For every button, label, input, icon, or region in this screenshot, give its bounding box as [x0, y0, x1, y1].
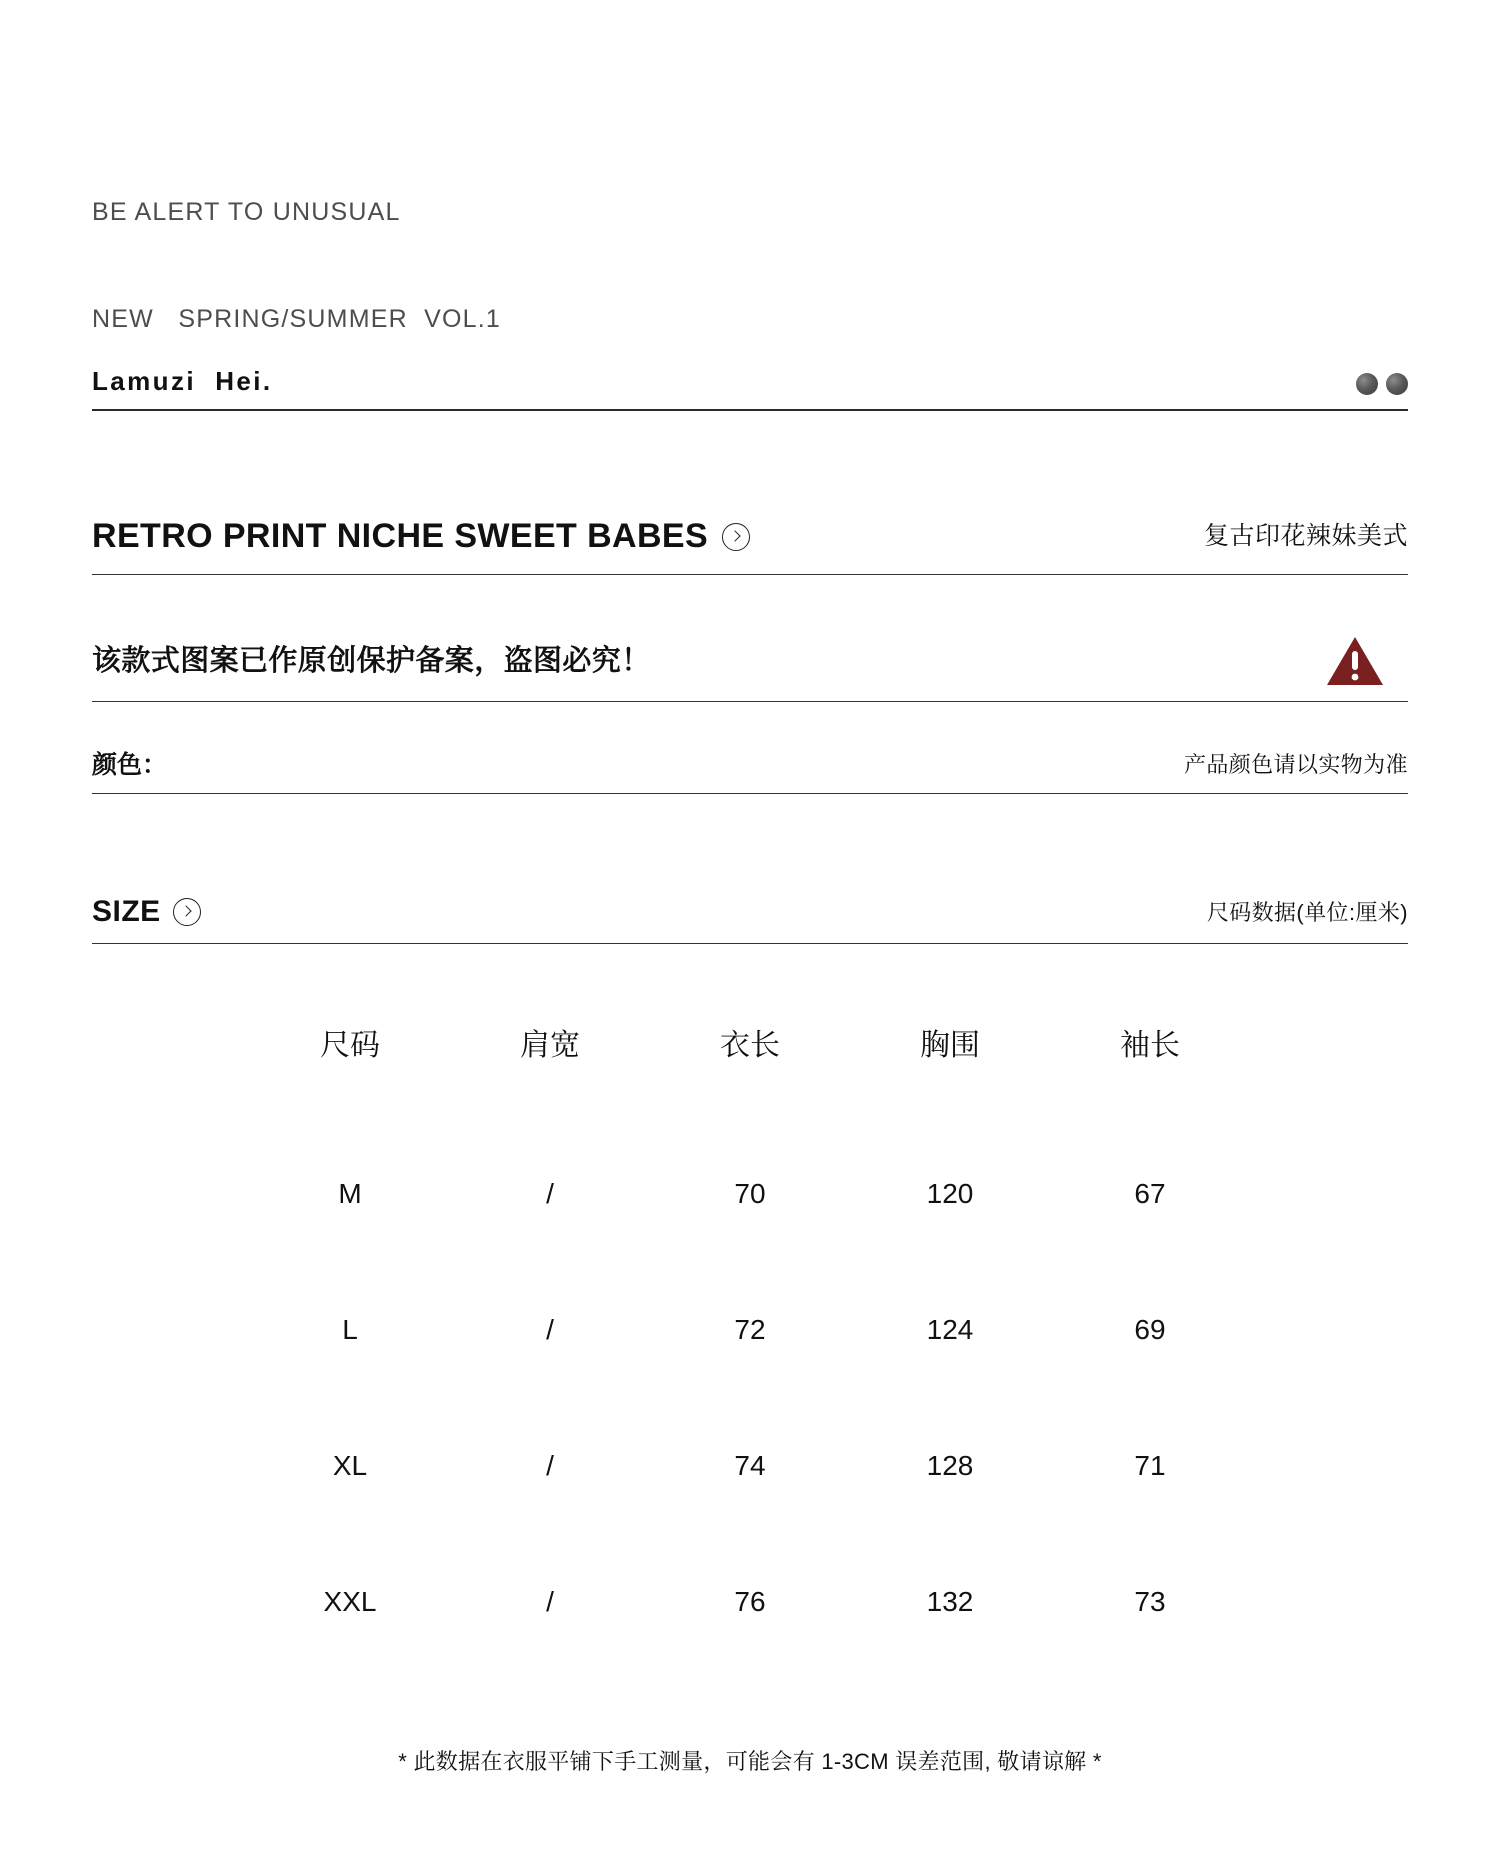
tagline-line-1: BE ALERT TO UNUSUAL — [92, 198, 401, 226]
copyright-notice-row — [92, 610, 1408, 702]
table-cell: 124 — [926, 1314, 974, 1345]
product-title-cn: 复古印花辣妹美式 — [1203, 522, 1408, 550]
table-cell: 71 — [1134, 1450, 1166, 1481]
brand-name: Lamuzi Hei. — [92, 366, 273, 396]
table-cell: 69 — [1134, 1314, 1166, 1345]
table-cell: XL — [332, 1450, 368, 1481]
decorative-dots — [1356, 373, 1408, 395]
table-header-cell: 胸围 — [920, 1029, 980, 1062]
table-header-cell: 尺码 — [320, 1029, 380, 1062]
table-row — [250, 1262, 1250, 1398]
table-row — [250, 1126, 1250, 1262]
table-cell: / — [546, 1314, 554, 1345]
table-cell: 132 — [926, 1586, 974, 1617]
arrow-right-circle-icon — [722, 523, 750, 551]
color-disclaimer: 产品颜色请以实物为准 — [1183, 752, 1408, 777]
table-row — [250, 1398, 1250, 1534]
arrow-right-circle-icon — [173, 898, 201, 926]
size-unit-note: 尺码数据(单位:厘米) — [1206, 900, 1408, 925]
table-cell: 120 — [926, 1178, 974, 1209]
size-heading — [92, 895, 201, 929]
dot-icon — [1386, 373, 1408, 395]
product-title-en: RETRO PRINT NICHE SWEET BABES — [92, 517, 709, 555]
table-cell: 67 — [1134, 1178, 1166, 1209]
warning-triangle-icon — [1326, 635, 1384, 687]
measurement-footnote: * 此数据在衣服平铺下手工测量，可能会有 1-3CM 误差范围, 敬请谅解 * — [398, 1749, 1102, 1774]
table-header-cell: 袖长 — [1120, 1029, 1180, 1062]
brand-row — [92, 355, 1408, 411]
product-title-row — [92, 495, 1408, 575]
tagline-line-2: NEW SPRING/SUMMER VOL.1 — [92, 304, 502, 333]
size-heading-label: SIZE — [92, 895, 161, 928]
table-cell: L — [342, 1314, 358, 1345]
table-cell: / — [546, 1586, 554, 1617]
copyright-notice-text: 该款式图案已作原创保护备案，盗图必究！ — [92, 645, 651, 677]
table-cell: 76 — [734, 1586, 766, 1617]
table-cell: / — [546, 1450, 554, 1481]
table-cell: XXL — [323, 1586, 377, 1617]
size-table — [250, 1020, 1250, 1670]
color-label: 颜色： — [92, 751, 168, 779]
page-title — [92, 517, 750, 556]
table-header-cell: 衣长 — [720, 1029, 780, 1062]
table-cell: / — [546, 1178, 554, 1209]
table-header-cell: 肩宽 — [520, 1029, 580, 1062]
color-row — [92, 740, 1408, 794]
table-cell: 74 — [734, 1450, 766, 1481]
table-cell: 73 — [1134, 1586, 1166, 1617]
table-cell: M — [338, 1178, 362, 1209]
table-row — [250, 1534, 1250, 1670]
size-section-row — [92, 882, 1408, 944]
table-cell: 72 — [734, 1314, 766, 1345]
table-cell: 128 — [926, 1450, 974, 1481]
table-header-row — [250, 1020, 1250, 1126]
table-cell: 70 — [734, 1178, 766, 1209]
dot-icon — [1356, 373, 1378, 395]
